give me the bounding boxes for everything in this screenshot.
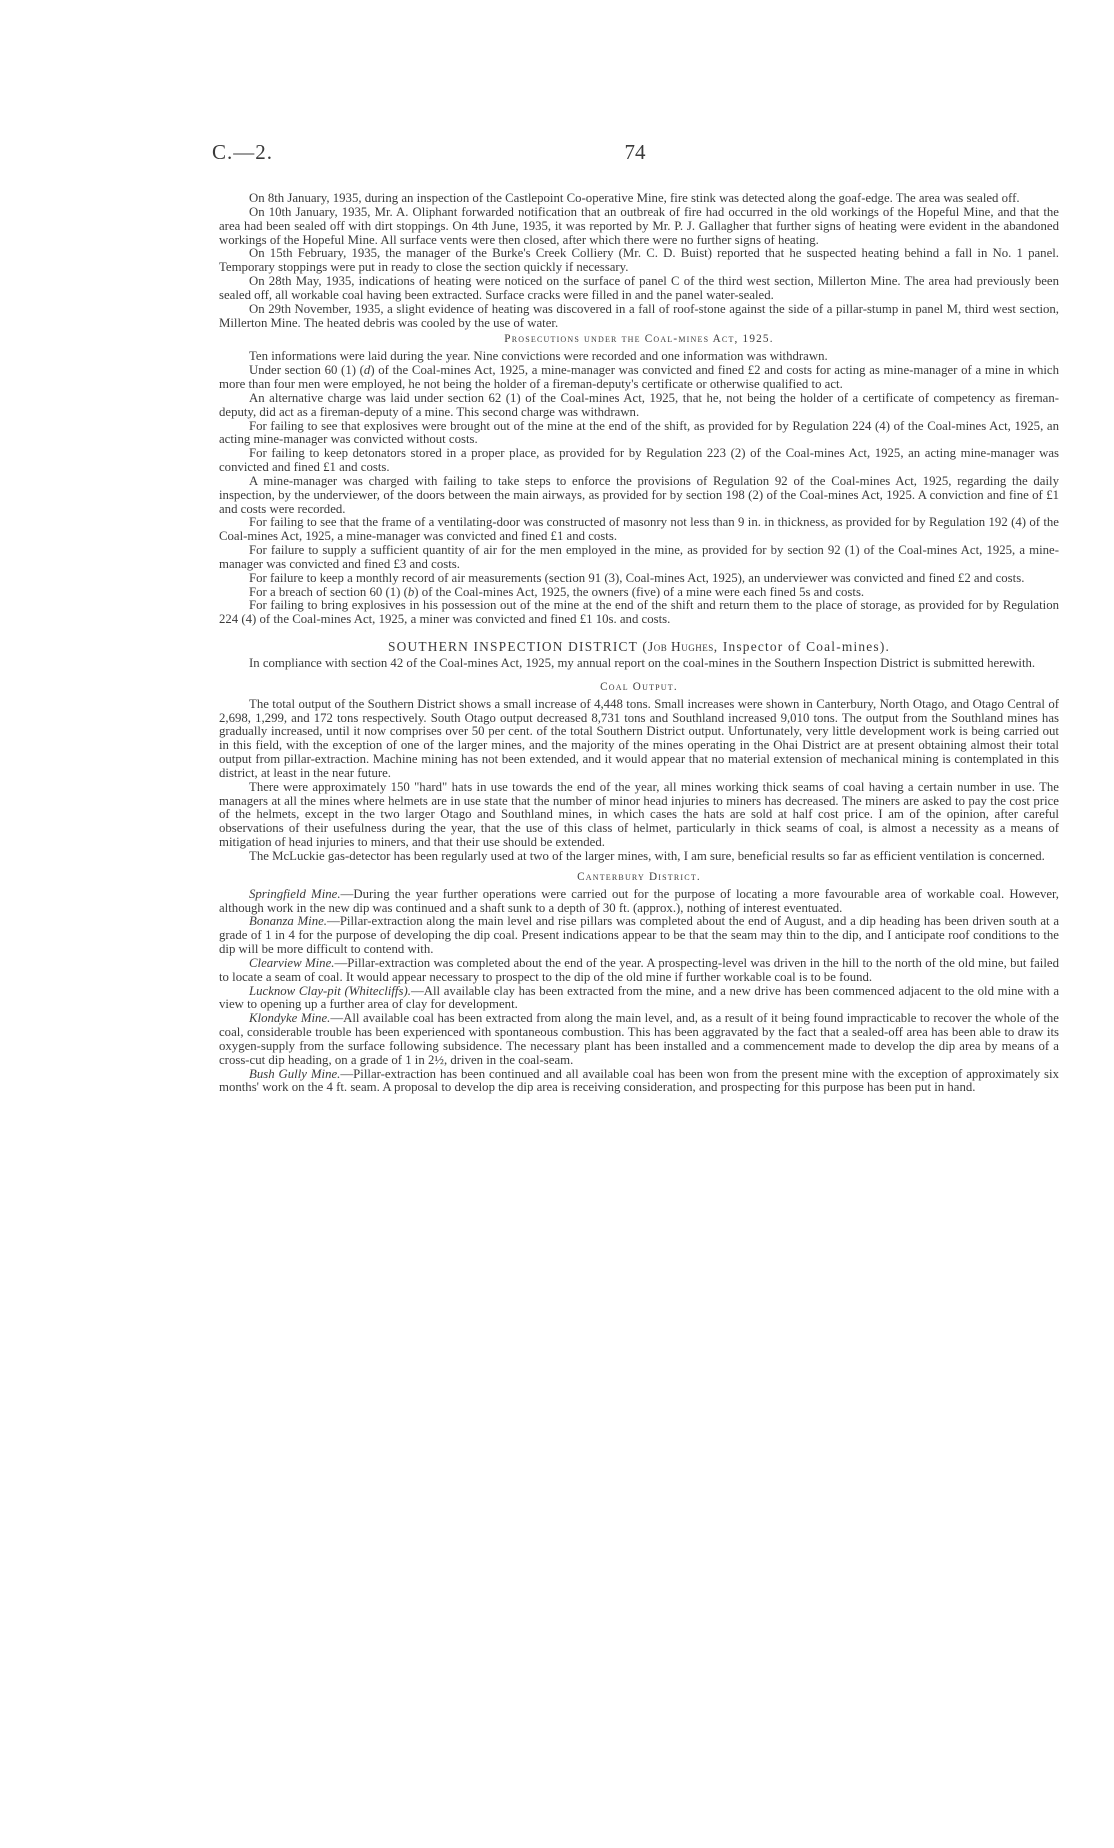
paragraph: There were approximately 150 "hard" hats in use towards the end of the year, all mines working thick seams of coal having a certain number in use. The managers at all the mines where helmets are in use state that the number of minor head injuries to miners has decreased. The miners are asked to pay the cost price of the helmets, except in the two larger Otago and Southland mines, in which cases the hats are sold at half cost price. I am of the opinion, after careful observations of their usefulness during the year, that the use of this class of helmet, particularly in thick seams of coal, is almost a necessity as a means of mitigation of head injuries to miners, and that their use should be extended. [219, 779, 1059, 850]
district-heading [219, 640, 1059, 654]
paragraph [219, 586, 1059, 600]
paragraph: Ten informations were laid during the year. Nine convictions were recorded and one information was withdrawn. [249, 349, 828, 364]
paragraph: In compliance with section 42 of the Coal-mines Act, 1925, my annual report on the coal-mines in the Southern Inspection District is submitted herewith. [249, 656, 1036, 670]
inspector-name: Job Hughes [648, 639, 714, 655]
text-run-italic: b [407, 584, 415, 599]
inspector-title: , Inspector of Coal-mines). [713, 639, 891, 655]
paragraph: For failing to see that explosives were brought out of the mine at the end of the shift, as provided for by Regulation 224 (4) of the Coal-mines Act, 1925, an acting mine-manager was convicted without costs. [219, 418, 1059, 447]
series-code: C.—2. [212, 140, 274, 164]
mine-name: Springfield Mine. [249, 886, 341, 901]
mine-paragraph [219, 915, 1059, 957]
mine-text: —During the year further operations were carried out for the purpose of locating a more favourable area of workable coal. However, although work in the new dip was continued and a shaft sunk to a depth of 30 ft. (approx.), nothing of interest eventuated. [219, 886, 1059, 915]
mine-name: Clearview Mine. [249, 955, 335, 970]
canterbury-heading: Canterbury District. [577, 870, 701, 883]
paragraph: A mine-manager was charged with failing to take steps to enforce the provisions of Regulation 92 of the Coal-mines Act, 1925, regarding the daily inspection, by the underviewer, of the doors between the main airways, as provided for by section 198 (2) of the Coal-mines Act, 1925. A conviction and fine of £1 and costs were recorded. [219, 473, 1059, 516]
paragraph: For failure to keep a monthly record of air measurements (section 91 (3), Coal-mines Act, 1925), an underviewer was convicted and fined £2 and costs. [249, 570, 1025, 585]
paragraph: An alternative charge was laid under section 62 (1) of the Coal-mines Act, 1925, that he, not being the holder of a certificate of competency as fireman-deputy, did act as a fireman-deputy of a mine. This second charge was withdrawn. [219, 390, 1059, 419]
paragraph: For failing to bring explosives in his possession out of the mine at the end of the shift and return them to the place of storage, as provided for by Regulation 224 (4) of the Coal-mines Act, 1925, a miner was convicted and fined £1 10s. and costs. [219, 598, 1059, 627]
mine-text: —Pillar-extraction was completed about the end of the year. A prospecting-level was driven in the hill to the north of the old mine, but failed to locate a seam of coal. It would appear necessary to prospect to the dip of the old mine if further workable coal is to be found. [219, 955, 1059, 984]
paragraph: The McLuckie gas-detector has been regularly used at two of the larger mines, with, I am sure, beneficial results so far as efficient ventilation is concerned. [249, 848, 1045, 863]
paragraph: For failing to keep detonators stored in a proper place, as provided for by Regulation 223 (2) of the Coal-mines Act, 1925, an acting mine-manager was convicted and fined £1 and costs. [219, 446, 1059, 475]
text-run: For a breach of section 60 (1) ( [249, 584, 408, 599]
mine-text: —All available coal has been extracted from along the main level, and, as a result of it being found impracticable to recover the whole of the coal, considerable trouble has been experienced with spontaneous combustion. This has been aggravated by the fact that a sealed-off area has been able to draw its oxygen-supply from the surface following subsidence. The necessary plant has been installed and a commencement made to develop the dip area by means of a cross-cut dip heading, on a grade of 1 in 2½, driven in the coal-seam. [219, 1011, 1059, 1067]
mine-name: Bonanza Mine. [249, 914, 328, 929]
page-number: 74 [624, 140, 646, 164]
mine-text: —All available clay has been extracted from the mine, and a new drive has been commenced adjacent to the old mine with a view to opening up a further area of clay for development. [219, 983, 1059, 1012]
mine-paragraph [219, 1012, 1059, 1067]
mine-paragraph [219, 985, 1059, 1013]
paragraph: For failure to supply a sufficient quantity of air for the men employed in the mine, as provided for by section 92 (1) of the Coal-mines Act, 1925, a mine-manager was convicted and fined £3 and costs. [219, 543, 1059, 571]
mine-paragraph [219, 1068, 1059, 1096]
mine-name: Lucknow Clay-pit (Whitecliffs). [249, 983, 411, 998]
mine-name: Klondyke Mine. [249, 1011, 331, 1026]
paragraph: For failing to see that the frame of a ventilating-door was constructed of masonry not less than 9 in. in thickness, as provided for by Regulation 192 (4) of the Coal-mines Act, 1925, a mine-manager was convicted and fined £1 and costs. [219, 515, 1059, 544]
paragraph: On 8th January, 1935, during an inspection of the Castlepoint Co-operative Mine, fire stink was detected along the goaf-edge. The area was sealed off. [249, 191, 1020, 205]
paragraph [219, 364, 1059, 392]
text-run-italic: d [363, 363, 371, 378]
mine-paragraph [219, 957, 1059, 985]
text-run: Under section 60 (1) ( [249, 363, 364, 378]
paragraph: On 10th January, 1935, Mr. A. Oliphant forwarded notification that an outbreak of fire had occurred in the old workings of the Hopeful Mine, and that the area had been sealed off with dirt stoppings. On 4th June, 1935, it was reported by Mr. P. J. Gallagher that further signs of heating were evident in the abandoned workings of the Hopeful Mine. All surface vents were then closed, after which there were no further signs of heating. [219, 204, 1059, 247]
district-title: SOUTHERN INSPECTION DISTRICT ( [387, 639, 648, 655]
paragraph: On 15th February, 1935, the manager of the Burke's Creek Colliery (Mr. C. D. Buist) reported that he suspected heating behind a fall in No. 1 panel. Temporary stoppings were put in ready to close the section quickly if necessary. [219, 246, 1059, 275]
paragraph: On 28th May, 1935, indications of heating were noticed on the surface of panel C of the third west section, Millerton Mine. The area had previously been sealed off, all workable coal having been extracted. Surface cracks were filled in and the panel water-sealed. [219, 274, 1059, 302]
mine-text: —Pillar-extraction along the main level and rise pillars was completed about the end of August, and a dip heading has been driven south at a grade of 1 in 4 for the purpose of developing the dip coal. Present indications appear to be that the seam may thin to the dip, and I anticipate roof conditions to the dip will be more difficult to contend with. [219, 914, 1059, 957]
text-run: ) of the Coal-mines Act, 1925, a mine-manager was convicted and fined £2 and costs for acting as mine-manager of a mine in which more than four men were employed, he not being the holder of a fireman-deputy's certificate or otherwise qualified to act. [219, 363, 1059, 391]
page-header [210, 140, 1060, 170]
mine-paragraph [219, 888, 1059, 916]
paragraph: The total output of the Southern District shows a small increase of 4,448 tons. Small increases were shown in Canterbury, North Otago, and Otago Central of 2,698, 1,299, and 172 tons respectively. South Otago output decreased 8,731 tons and Southland increased 9,010 tons. The output from the Southland mines has gradually increased, until it now comprises over 50 per cent. of the total Southern District output. Unfortunately, very little development work is being carried out in this field, with the exception of one of the larger mines, and the majority of the mines operating in the Ohai District are at present obtaining almost their total output from pillar-extraction. Machine mining has not been extended, and it would appear that no material extension of mechanical mining is contemplated in this district, at least in the near future. [219, 696, 1059, 780]
prosecutions-heading: Prosecutions under the Coal-mines Act, 1925. [504, 333, 774, 346]
coal-output-heading: Coal Output. [600, 680, 678, 693]
paragraph: On 29th November, 1935, a slight evidence of heating was discovered in a fall of roof-stone against the side of a pillar-stump in panel M, third west section, Millerton Mine. The heated debris was cooled by the use of water. [219, 301, 1059, 330]
document-body [219, 192, 1059, 1095]
mine-name: Bush Gully Mine. [249, 1066, 341, 1081]
mine-text: —Pillar-extraction has been continued and all available coal has been won from the present mine with the exception of approximately six months' work on the 4 ft. seam. A proposal to develop the dip area is receiving consideration, and prospecting for this purpose has been put in hand. [219, 1066, 1059, 1095]
text-run: ) of the Coal-mines Act, 1925, the owners (five) of a mine were each fined 5s and costs. [414, 584, 865, 599]
